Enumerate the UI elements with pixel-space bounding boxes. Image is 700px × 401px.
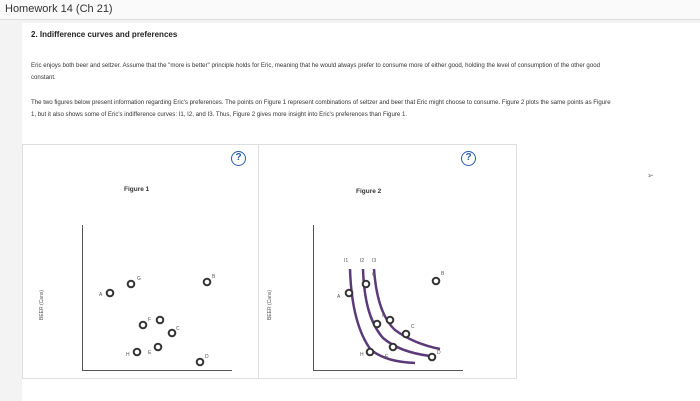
label-a-fig1: A — [99, 292, 103, 298]
point-c2-fig1 — [169, 330, 176, 337]
point-a-fig2 — [346, 290, 353, 297]
point-e-fig1 — [155, 344, 162, 351]
window-title: Homework 14 (Ch 21) — [5, 3, 113, 15]
question-paragraph-2: The two figures below present information regarding Eric's preferences. The points on Figure 1 represent combinations of seltzer and beer that Eric might choose to consume. Figure 2 plots the same points as Figure 1, but it also shows some of Eric's indifference curves: I1, I2, and I3. Thus, Figure 2 gives more insight into Eric's preferences than Figure 1. — [31, 99, 611, 118]
label-d-fig2: D — [437, 350, 441, 356]
label-g-fig1: G — [137, 276, 141, 282]
curve-label-i2: I2 — [360, 258, 365, 264]
question-heading: 2. Indifference curves and preferences — [31, 30, 178, 39]
point-c-fig1 — [157, 317, 164, 324]
point-g-fig1 — [128, 281, 135, 288]
curve-label-i3: I3 — [372, 258, 377, 264]
label-e-fig1: E — [148, 350, 152, 356]
figure-1-y-axis-label: BEER (Cans) — [39, 289, 45, 320]
label-e-fig2: E — [385, 354, 389, 360]
label-d-fig1: D — [205, 354, 209, 360]
figure-1-help-button[interactable]: ? — [231, 151, 246, 166]
point-h-fig1 — [134, 349, 141, 356]
figure-2-y-axis-label: BEER (Cans) — [267, 289, 273, 320]
figure-2-help-button[interactable]: ? — [461, 151, 476, 166]
point-c-fig2 — [387, 317, 394, 324]
mouse-cursor-icon: ➢ — [647, 171, 654, 180]
point-b-fig1 — [204, 279, 211, 286]
figure-2-title: Figure 2 — [356, 188, 382, 195]
label-g-fig2: G — [372, 272, 376, 278]
label-b-fig1: B — [212, 274, 216, 280]
point-g-fig2 — [363, 281, 370, 288]
figure-1-title: Figure 1 — [124, 186, 150, 193]
point-d-fig2 — [429, 354, 436, 361]
point-a-fig1 — [107, 290, 114, 297]
label-a-fig2: A — [337, 294, 341, 300]
label-f-fig1: F — [148, 317, 152, 323]
point-b-fig2 — [433, 278, 440, 285]
label-f-fig2: F — [382, 313, 386, 319]
point-d-fig1 — [197, 359, 204, 366]
curve-label-i1: I1 — [344, 258, 349, 264]
label-b-fig2: B — [441, 271, 445, 277]
label-h-fig1: H — [126, 352, 130, 358]
label-h-fig2: H — [360, 352, 364, 358]
point-h-fig2 — [367, 349, 374, 356]
point-e-fig2 — [390, 344, 397, 351]
label-c-fig1: C — [176, 326, 180, 332]
point-c2-fig2 — [403, 331, 410, 338]
question-paragraph-1: Eric enjoys both beer and seltzer. Assume that the "more is better" principle holds for Eric, meaning that he would always prefer to consume more of either good, holding the level of consumption of the other good constant. — [31, 62, 600, 81]
point-f-fig2 — [374, 321, 381, 328]
point-f-fig1 — [140, 322, 147, 329]
label-c-fig2: C — [411, 324, 415, 330]
